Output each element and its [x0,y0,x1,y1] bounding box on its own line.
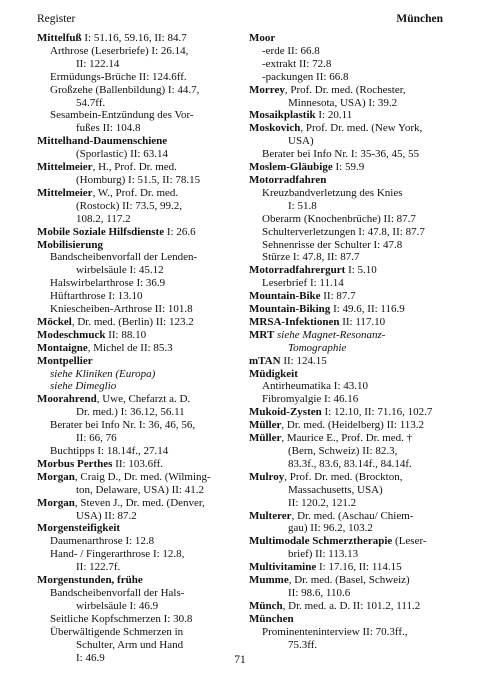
index-line [249,226,449,239]
index-locator: USA) II: 87.2 [76,509,137,522]
index-locator: 54.7ff. [76,96,106,109]
index-line [37,213,240,226]
index-locator: , H., Prof. Dr. med. [92,161,177,174]
cross-reference: siehe Magnet-Resonanz- [274,328,386,341]
index-locator: , Dr. med. a. D. II: 101.2, 111.2 [282,599,421,612]
index-keyword: Modeschmuck [37,328,106,341]
index-locator: Großzehe (Ballenbildung) I: 44.7, [50,83,200,96]
index-line [249,161,449,174]
index-locator: II: 87.7 [320,290,356,303]
index-keyword: Motorradfahren [249,173,327,186]
index-keyword: Morgenstunden, frühe [37,574,143,587]
index-locator: Schulter, Arm und Hand [76,638,184,651]
index-keyword: Müller [249,419,282,432]
index-line [37,600,240,613]
index-keyword: München [249,612,294,625]
index-locator: 83.3f., 83.6, 83.14f., 84.14f. [288,457,412,470]
index-keyword: Mountain-Bike [249,290,321,303]
index-locator: (Bern, Schweiz) II: 82.3, [288,445,398,457]
index-locator: Fibromyalgie I: 46.16 [262,393,359,406]
index-line [249,419,449,432]
index-locator: II: 122.14 [76,57,120,70]
index-line [37,45,240,58]
index-line [249,510,449,523]
index-line [37,290,240,303]
index-keyword: Multivitamine [249,561,317,574]
index-line [37,174,240,187]
index-line [249,522,449,535]
index-keyword: Mulroy [249,470,285,483]
index-line [37,58,240,71]
index-locator: (Homburg) I: 51.5, II: 78.15 [76,173,201,186]
index-line [249,32,449,45]
index-keyword: Müller [249,432,282,445]
index-locator: Dr. med.) I: 36.12, 56.11 [76,406,185,419]
index-line [37,406,240,419]
index-locator: Leserbrief I: 11.14 [262,277,344,290]
index-locator: , Dr. med. (Berlin) II: 123.2 [71,315,194,328]
index-line [249,109,449,122]
page-number: 71 [234,654,246,666]
index-line [37,445,240,458]
index-locator: Oberarm (Knochenbrüche) II: 87.7 [262,212,416,225]
index-keyword: MRSA-Infektionen [249,315,340,328]
index-keyword: Mittelmeier [37,161,93,174]
index-line [37,613,240,626]
index-locator: Buchtipps I: 18.14f., 27.14 [50,445,169,457]
index-locator: I: 17.16, II: 114.15 [316,561,402,574]
index-locator: Bandscheibenvorfall der Hals- [50,586,185,599]
index-line [37,84,240,97]
index-locator: 75.3ff. [288,638,318,651]
index-locator: Minnesota, USA) I: 39.2 [288,96,398,109]
index-locator: I: 49.6, II: 116.9 [330,303,405,316]
index-locator: -erde II: 66.8 [262,44,320,57]
index-line [37,471,240,484]
index-locator: fußes II: 104.8 [76,122,141,135]
index-locator: , Prof. Dr. med. (Brockton, [284,470,403,483]
index-line [37,380,240,393]
index-locator: II: 103.6ff. [112,457,163,470]
index-locator: Sesambein-Entzündung des Vor- [50,109,194,122]
index-line [249,548,449,561]
index-line [249,264,449,277]
index-keyword: Mittelmeier [37,186,93,199]
index-keyword: Mittelhand-Daumenschiene [37,135,168,148]
index-line [249,626,449,639]
index-keyword: Müdigkeit [249,367,298,380]
index-locator: (Sporlastic) II: 63.14 [76,148,168,161]
index-keyword: Moskovich [249,122,301,135]
index-line [37,226,240,239]
index-locator: II: 66, 76 [76,432,117,445]
index-line [37,97,240,110]
index-locator: , Uwe, Chefarzt a. D. [96,393,191,406]
index-line [37,419,240,432]
index-keyword: MRT [249,328,275,341]
index-line [37,368,240,381]
index-locator: Antirheumatika I: 43.10 [262,380,369,393]
index-line [37,522,240,535]
index-locator: Kniescheiben-Arthrose II: 101.8 [50,303,193,316]
index-locator: 108.2, 117.2 [76,212,131,225]
index-locator: Daumenarthrose I: 12.8 [50,535,155,548]
index-line [37,342,240,355]
index-line [37,264,240,277]
index-line [37,32,240,45]
index-locator: Stürze I: 47.8, II: 87.7 [262,251,360,264]
index-line [249,600,449,613]
index-locator: gau) II: 96.2, 103.2 [288,522,373,535]
index-keyword: Moorahrend [37,393,97,406]
index-keyword: Morrey [249,83,285,96]
index-locator: , W., Prof. Dr. med. [92,186,179,199]
index-locator: Prominenteninterview II: 70.3ff., [262,625,408,638]
index-line [37,71,240,84]
index-line [249,458,449,471]
index-line [37,432,240,445]
index-line [249,342,449,355]
index-line [37,561,240,574]
index-line [249,535,449,548]
index-line [249,84,449,97]
index-column-left [37,32,240,664]
index-line [249,497,449,510]
index-line [249,393,449,406]
index-line [249,97,449,110]
index-line [37,161,240,174]
index-locator: brief) II: 113.13 [288,548,359,561]
index-line [37,200,240,213]
index-line [37,587,240,600]
index-locator: ton, Delaware, USA) II: 41.2 [76,483,204,496]
index-locator: , Dr. med. (Aschau/ Chiem- [291,509,414,522]
index-line [37,277,240,290]
index-locator: -extrakt II: 72.8 [262,57,332,70]
index-keyword: Motorradfahrergurt [249,264,346,277]
index-line [249,639,449,652]
index-line [249,200,449,213]
index-locator: II: 124.15 [280,354,327,367]
index-line [249,135,449,148]
index-keyword: Mountain-Biking [249,303,331,316]
index-line [249,251,449,264]
index-line [37,510,240,523]
index-locator: , Michel de II: 85.3 [87,341,173,354]
index-line [249,174,449,187]
index-locator: -packungen II: 66.8 [262,70,349,83]
index-line [249,471,449,484]
index-line [249,277,449,290]
index-line [37,639,240,652]
index-keyword: Montpellier [37,354,93,367]
index-locator: , Dr. med. (Basel, Schweiz) [288,574,410,587]
index-locator: Kreuzbandverletzung des Knies [262,186,403,199]
index-locator: Berater bei Info Nr. I: 35-36, 45, 55 [262,148,420,161]
index-line [249,355,449,368]
index-locator: , Prof. Dr. med. (Rochester, [284,83,406,96]
index-keyword: Multerer [249,509,292,522]
index-keyword: Moor [249,32,276,44]
index-keyword: Mobile Soziale Hilfsdienste [37,225,165,238]
index-locator: Hand- / Fingerarthrose I: 12.8, [50,548,185,561]
index-locator: , Maurice E., Prof. Dr. med. † [281,432,413,445]
index-locator: (Leser- [392,535,427,548]
index-line [249,445,449,458]
index-line [249,368,449,381]
index-locator: Berater bei Info Nr. I: 36, 46, 56, [50,419,196,432]
index-keyword: Mobilisierung [37,238,104,251]
index-line [249,574,449,587]
index-locator: wirbelsäule I: 46.9 [76,599,159,612]
index-line [37,355,240,368]
index-locator: I: 51.8 [288,199,317,212]
index-keyword: mTAN [249,354,281,367]
index-keyword: Morgan [37,496,75,509]
index-line [37,251,240,264]
index-line [37,329,240,342]
index-line [37,548,240,561]
index-locator: Sehnenrisse der Schulter I: 47.8 [262,238,403,251]
index-keyword: Moslem-Gläubige [249,161,333,174]
running-head: München [396,13,443,25]
index-locator: Bandscheibenvorfall der Lenden- [50,251,198,264]
index-keyword: Mumme [249,574,289,587]
index-locator: , Dr. med. (Heidelberg) II: 113.2 [281,419,425,432]
index-keyword: Morbus Perthes [37,457,113,470]
index-locator: I: 20.11 [315,109,353,122]
section-header: Register [37,13,76,25]
index-line [249,290,449,303]
index-locator: USA) [288,135,314,148]
index-locator: I: 46.9 [76,651,105,664]
index-keyword: Mosaikplastik [249,109,316,122]
index-line [249,329,449,342]
index-line [37,316,240,329]
index-line [37,122,240,135]
index-line [37,239,240,252]
index-line [249,380,449,393]
index-line [37,303,240,316]
cross-reference: siehe Kliniken (Europa) [50,367,156,380]
index-line [249,239,449,252]
index-line [249,122,449,135]
cross-reference: siehe Dimeglio [50,380,117,393]
index-column-right [249,32,449,652]
index-line [249,587,449,600]
index-keyword: Mittelfuß [37,32,82,44]
index-line [249,187,449,200]
index-keyword: Montaigne [37,341,88,354]
index-line [249,613,449,626]
index-locator: Massachusetts, USA) [288,483,383,496]
index-line [249,316,449,329]
index-locator: wirbelsäule I: 45.12 [76,264,164,277]
cross-reference: Tomographie [288,341,347,354]
index-line [37,458,240,471]
index-line [249,213,449,226]
index-locator: Seitliche Kopfschmerzen I: 30.8 [50,612,193,625]
index-line [249,432,449,445]
index-locator: (Rostock) II: 73.5, 99.2, [76,199,183,212]
index-line [37,135,240,148]
index-locator: II: 98.6, 110.6 [288,586,351,599]
index-line [37,109,240,122]
index-line [249,71,449,84]
index-line [37,187,240,200]
index-line [249,45,449,58]
index-locator: , Craig D., Dr. med. (Wilming- [74,470,211,483]
index-locator: I: 5.10 [345,264,377,277]
index-locator: I: 26.6 [164,225,196,238]
index-line [249,484,449,497]
index-locator: I: 59.9 [332,161,365,174]
index-locator: I: 12.10, II: 71.16, 102.7 [321,406,433,419]
index-locator: Ermüdungs-Brüche II: 124.6ff. [50,70,187,83]
index-locator: II: 117.10 [339,315,386,328]
index-keyword: Multimodale Schmerztherapie [249,535,393,548]
index-keyword: Möckel [37,315,72,328]
index-line [249,303,449,316]
index-locator: Arthrose (Leserbriefe) I: 26.14, [50,44,189,57]
index-keyword: Mukoid-Zysten [249,406,322,419]
index-locator: II: 88.10 [105,328,147,341]
index-keyword: Morgensteifigkeit [37,522,121,535]
index-line [37,535,240,548]
index-locator: Halswirbelarthrose I: 36.9 [50,277,166,290]
index-locator: Überwältigende Schmerzen in [50,625,184,638]
index-line [37,626,240,639]
index-line [37,393,240,406]
index-keyword: Morgan [37,470,75,483]
index-line [37,148,240,161]
index-line [37,497,240,510]
index-keyword: Münch [249,599,283,612]
index-locator: II: 122.7f. [76,561,121,574]
index-locator: II: 120.2, 121.2 [288,496,357,509]
index-line [249,148,449,161]
index-line [249,561,449,574]
index-locator: , Prof. Dr. med. (New York, [300,122,423,135]
index-line [249,406,449,419]
index-locator: I: 51.16, 59.16, II: 84.7 [81,32,187,44]
index-line [37,484,240,497]
index-locator: Hüftarthrose I: 13.10 [50,290,143,303]
index-line [37,574,240,587]
index-line [249,58,449,71]
index-locator: , Steven J., Dr. med. (Denver, [74,496,205,509]
index-locator: Schulterverletzungen I: 47.8, II: 87.7 [262,225,425,238]
